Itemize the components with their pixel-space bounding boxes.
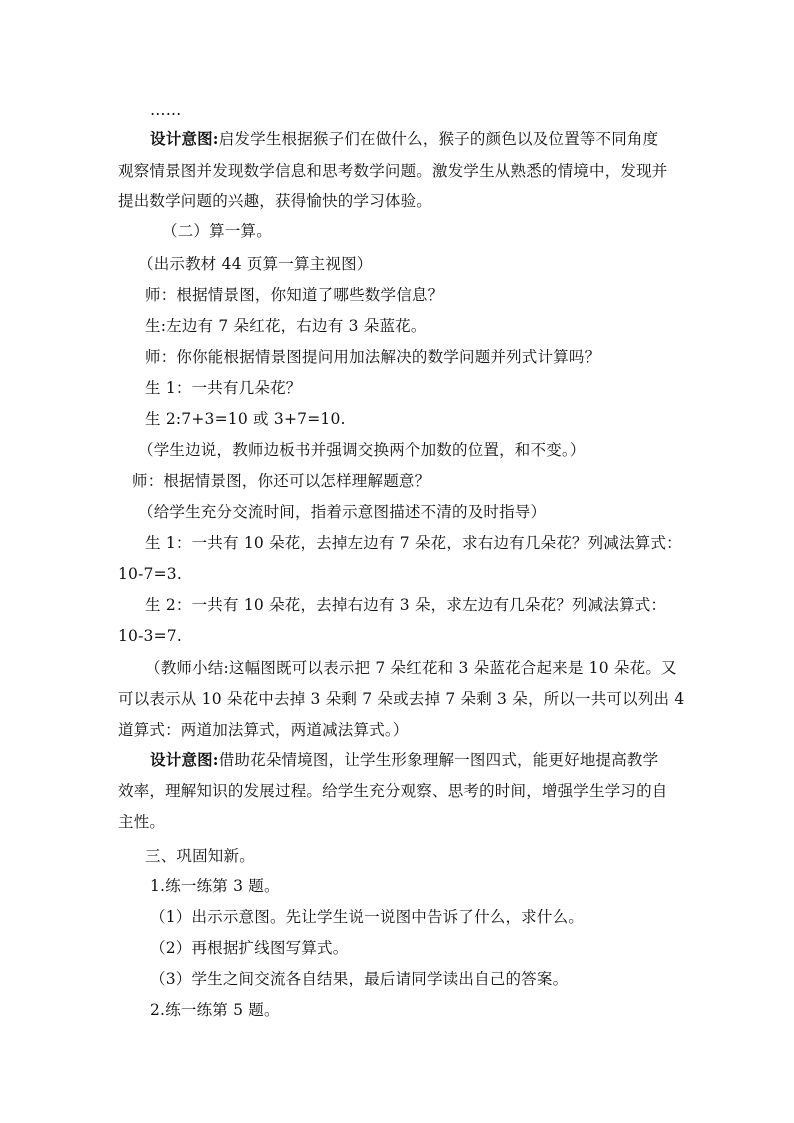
equation-line: 10-7=3.: [118, 565, 182, 583]
section-heading: （二）算一算。: [162, 222, 272, 240]
equation-line: 10-3=7.: [118, 627, 182, 645]
exercise-step: （2）再根据扩线图写算式。: [150, 939, 349, 957]
paragraph-line: 观察情景图并发现数学信息和思考数学问题。激发学生从熟悉的情境中，发现并: [118, 162, 668, 180]
dialogue-line: 生 1：一共有几朵花？: [145, 379, 302, 397]
dialogue-line: 师：根据情景图，你还可以怎样理解题意？: [132, 472, 431, 490]
exercise-step: （3）学生之间交流各自结果，最后请同学读出自己的答案。: [150, 970, 569, 988]
paragraph-line: （出示教材 44 页算一算主视图）: [138, 255, 373, 273]
design-intent-text: 借助花朵情境图，让学生形象理解一图四式，能更好地提高教学: [218, 751, 659, 769]
paragraph-line: （学生边说，教师边板书并强调交换两个加数的位置，和不变。）: [138, 441, 586, 459]
dialogue-line: 师：你你能根据情景图提问用加法解决的数学问题并列式计算吗？: [145, 348, 601, 366]
exercise-heading: 2.练一练第 5 题。: [150, 1001, 280, 1019]
teacher-summary-line: 可以表示从 10 朵花中去掉 3 朵剩 7 朵或去掉 7 朵剩 3 朵，所以一共可以列出 4: [118, 690, 685, 708]
paragraph-line: 提出数学问题的兴趣，获得愉快的学习体验。: [118, 192, 433, 210]
paragraph-line: （给学生充分交流时间，指着示意图描述不清的及时指导）: [138, 503, 547, 521]
design-intent-paragraph-2: [150, 750, 658, 770]
ellipsis-line: ……: [150, 101, 182, 119]
design-intent-label: 设计意图:: [150, 129, 219, 148]
teacher-summary-line: （教师小结:这幅图既可以表示把 7 朵红花和 3 朵蓝花合起来是 10 朵花。又: [145, 659, 677, 677]
teacher-summary-line: 道算式：两道加法算式，两道减法算式。）: [118, 721, 409, 739]
dialogue-line: 师：根据情景图，你知道了哪些数学信息？: [145, 286, 444, 304]
dialogue-line: 生 1：一共有 10 朵花，去掉左边有 7 朵花，求右边有几朵花？列减法算式：: [145, 534, 682, 552]
exercise-step: （1）出示示意图。先让学生说一说图中告诉了什么，求什么。: [150, 908, 584, 926]
paragraph-line: 效率，理解知识的发展过程。给学生充分观察、思考的时间，增强学生学习的自: [118, 782, 668, 800]
section-heading: 三、巩固知新。: [145, 847, 255, 865]
design-intent-label: 设计意图:: [150, 750, 219, 769]
exercise-heading: 1.练一练第 3 题。: [150, 877, 280, 895]
dialogue-line: 生 2：一共有 10 朵花，去掉右边有 3 朵，求左边有几朵花？列减法算式：: [145, 596, 667, 614]
paragraph-line: 主性。: [118, 813, 166, 831]
dialogue-line: 生 2:7+3=10 或 3+7=10.: [145, 410, 346, 428]
design-intent-text: 启发学生根据猴子们在做什么，猴子的颜色以及位置等不同角度: [218, 130, 659, 148]
dialogue-line: 生:左边有 7 朵红花，右边有 3 朵蓝花。: [145, 317, 427, 335]
design-intent-paragraph-1: [150, 129, 658, 149]
